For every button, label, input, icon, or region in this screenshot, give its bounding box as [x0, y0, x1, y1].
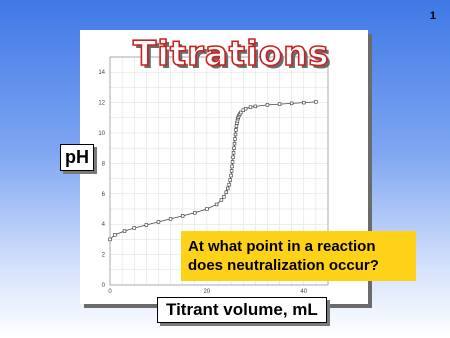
data-point: [234, 133, 237, 136]
data-point: [266, 103, 269, 106]
data-point: [290, 102, 293, 105]
data-point: [205, 208, 208, 211]
data-point: [123, 230, 126, 233]
data-point: [230, 174, 233, 177]
data-point: [169, 217, 172, 220]
data-point: [314, 100, 317, 103]
data-point: [113, 233, 116, 236]
data-point: [234, 138, 237, 141]
data-point: [278, 103, 281, 106]
question-callout: [181, 231, 416, 281]
y-tick-label: 8: [101, 161, 105, 168]
data-point: [233, 142, 236, 145]
x-tick-label: 20: [203, 289, 211, 295]
data-point: [254, 105, 257, 108]
data-point: [244, 107, 247, 110]
data-point: [145, 224, 148, 227]
data-point: [157, 221, 160, 224]
x-tick-label: 40: [300, 289, 308, 295]
callout-line-1: At what point in a reaction: [188, 238, 376, 255]
series-line: [110, 102, 316, 240]
y-tick-label: 6: [101, 191, 105, 198]
y-tick-label: 14: [98, 70, 105, 77]
data-point: [231, 165, 234, 168]
data-point: [230, 170, 233, 173]
data-point: [215, 203, 218, 206]
data-point: [233, 147, 236, 150]
y-tick-label: 2: [101, 252, 105, 259]
data-point: [181, 214, 184, 217]
data-point: [232, 151, 235, 154]
slide-title: Titrations: [133, 34, 330, 74]
data-point: [228, 183, 231, 186]
data-point: [193, 211, 196, 214]
y-tick-label: 12: [98, 100, 105, 107]
data-point: [235, 129, 238, 132]
data-point: [302, 101, 305, 104]
data-point: [249, 106, 252, 109]
data-point: [225, 191, 228, 194]
y-axis-label: pH: [60, 144, 94, 171]
y-tick-label: 4: [101, 222, 105, 229]
data-point: [222, 195, 225, 198]
data-point: [232, 156, 235, 159]
data-point: [235, 125, 238, 128]
slide-number: 1: [429, 10, 436, 22]
y-tick-label: 0: [101, 283, 105, 289]
data-point: [226, 187, 229, 190]
titration-curve: [110, 102, 316, 240]
callout-line-2: does neutralization occur?: [188, 257, 379, 274]
data-point: [231, 160, 234, 163]
x-tick-label: 0: [108, 289, 112, 295]
data-point: [229, 179, 232, 182]
data-point: [133, 227, 136, 230]
data-point: [109, 238, 112, 241]
x-axis-label: Titrant volume, mL: [157, 297, 327, 323]
data-points: [109, 100, 318, 240]
y-tick-label: 10: [98, 131, 105, 137]
data-point: [220, 198, 223, 201]
